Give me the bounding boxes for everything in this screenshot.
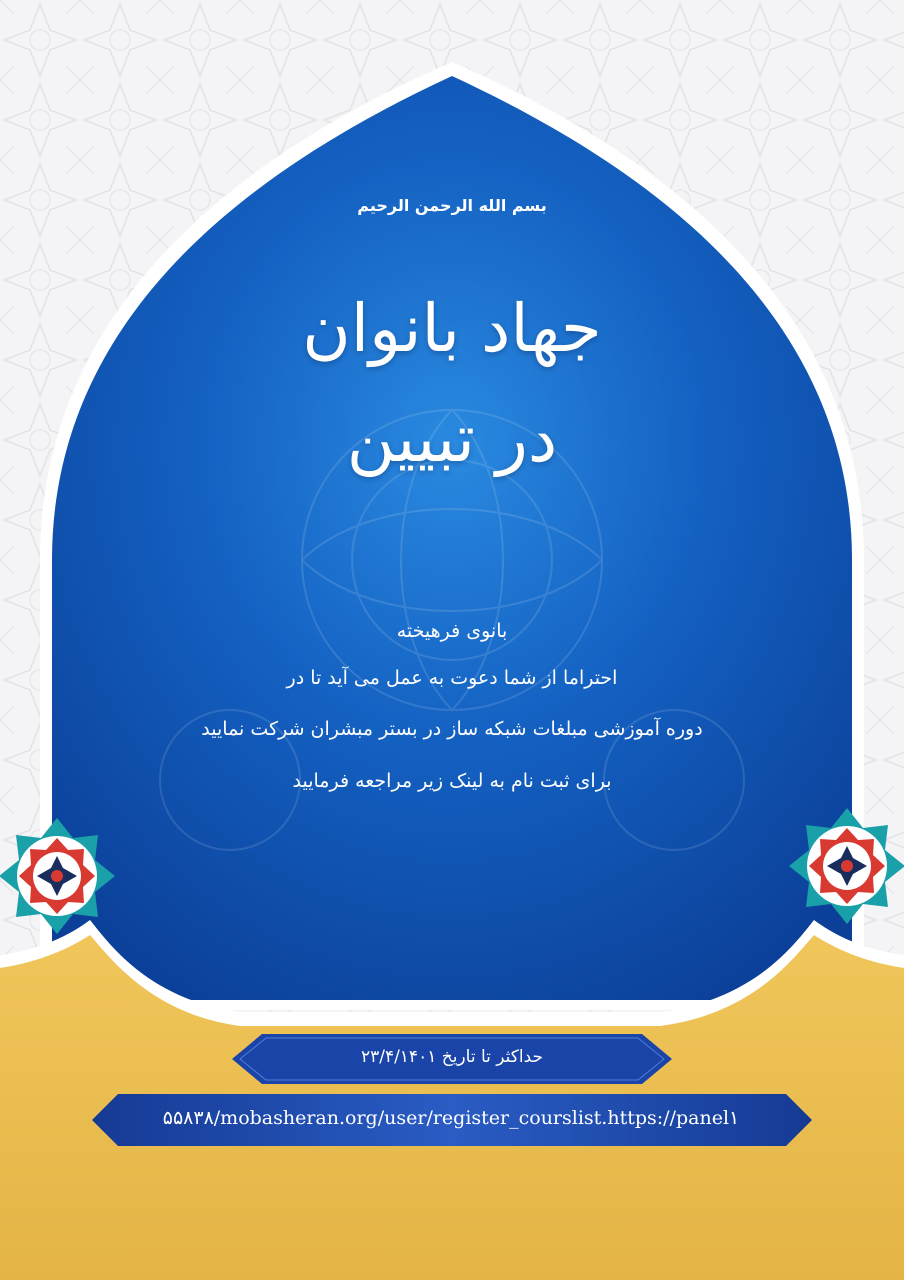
left-rosette (0, 818, 115, 934)
body-line-3: دوره آموزشی مبلغات شبکه ساز در بستر مبشران شرکت نمایید (201, 718, 703, 740)
body-line-4: برای ثبت نام به لینک زیر مراجعه فرمایید (292, 770, 612, 792)
title-line-1: جهاد بانوان (302, 290, 602, 367)
right-rosette (789, 808, 904, 924)
title-line-2: در تبیین (346, 400, 558, 477)
registration-link[interactable]: ۵۵۸۳۸/mobasheran.org/user/register_courslist.https://panel۱ (162, 1107, 740, 1129)
deadline-text: حداکثر تا تاریخ ۲۳/۴/۱۴۰۱ (360, 1047, 544, 1067)
body-line-1: بانوی فرهیخته (396, 620, 508, 642)
body-line-2: احتراما از شما دعوت به عمل می آید تا در (286, 667, 618, 689)
basmala: بسم الله الرحمن الرحیم (357, 196, 547, 215)
